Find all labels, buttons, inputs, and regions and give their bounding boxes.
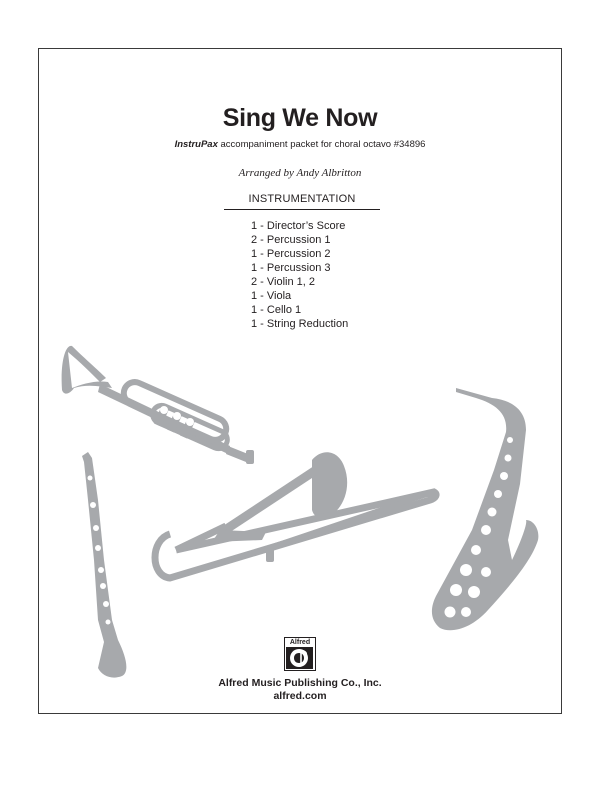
list-item: 2 - Percussion 1 [251,234,331,246]
list-item: 2 - Violin 1, 2 [251,276,316,288]
trombone-icon [155,452,436,578]
saxophone-icon [432,388,538,630]
list-item: 1 - Viola [251,290,292,302]
arranger-credit: Arranged by Andy Albritton [238,167,362,179]
publisher-name: Alfred Music Publishing Co., Inc. [218,677,382,689]
clarinet-icon [82,452,126,678]
publisher-url[interactable]: alfred.com [273,690,327,702]
page-title: Sing We Now [222,104,378,132]
subtitle-brand: InstruPax [174,139,218,150]
list-item: 1 - Cello 1 [251,304,302,316]
list-item: 1 - Director’s Score [251,220,346,232]
trumpet-icon [62,346,254,464]
list-item: 1 - String Reduction [251,318,349,330]
logo-wordmark: Alfred [289,639,311,646]
alfred-logo-icon [284,637,316,671]
list-item: 1 - Percussion 2 [251,248,331,260]
subtitle-text: accompaniment packet for choral octavo #34896 [217,139,426,150]
logo-emblem [285,646,314,670]
list-item: 1 - Percussion 3 [251,262,331,274]
instrumentation-heading: INSTRUMENTATION [248,193,356,205]
